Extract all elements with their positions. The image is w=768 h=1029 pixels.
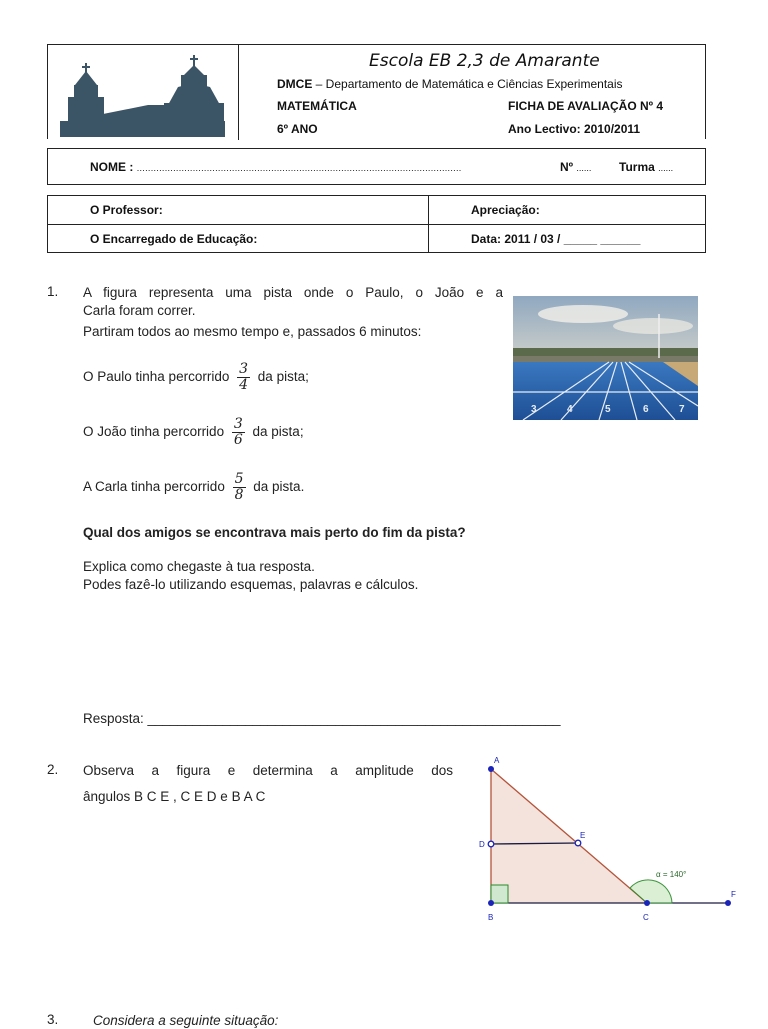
class-label: Turma: [619, 160, 655, 174]
right-angle-mark: [491, 885, 508, 903]
q3-number: 3.: [47, 1012, 59, 1027]
label-a: A: [494, 756, 500, 765]
signature-table: [47, 195, 706, 253]
name-label: NOME :: [90, 160, 134, 174]
joao-text: O João tinha percorrido: [83, 424, 225, 440]
sheet-title: FICHA DE AVALIAÇÃO Nº 4: [508, 99, 664, 113]
department-abbr: DMCE: [277, 77, 313, 91]
running-track-photo: [513, 296, 698, 420]
name-dots: ....................................................................................................................: [136, 163, 462, 173]
q3-text: Considera a seguinte situação:: [93, 1013, 279, 1028]
point-a: [488, 766, 494, 772]
number-label: Nº: [560, 160, 574, 174]
label-d: D: [479, 840, 485, 849]
label-f: F: [731, 890, 736, 899]
q2-number: 2.: [47, 762, 59, 777]
q1-intro-line1: A figura representa uma pista onde o Paulo, o João e a: [83, 285, 503, 300]
school-name: Escola EB 2,3 de Amarante: [369, 51, 600, 71]
track-lane-number: 5: [605, 404, 611, 415]
q1-explain1: Explica como chegaste à tua resposta.: [83, 559, 315, 574]
school-logo-cell: [48, 45, 239, 140]
department-name: – Departamento de Matemática e Ciências Experimentais: [312, 77, 623, 91]
carla-fraction: [233, 472, 246, 503]
school-year: Ano Lectivo: 2010/2011: [508, 122, 641, 136]
point-f: [725, 900, 731, 906]
number-dots: ......: [576, 163, 592, 173]
point-b: [488, 900, 494, 906]
label-e: E: [580, 831, 586, 840]
q1-answer-line[interactable]: Resposta: _______________________________________________________: [83, 711, 561, 726]
q1-joao-line: [83, 417, 304, 448]
appreciation-label: Apreciação:: [471, 203, 540, 217]
signature-row-guardian: [48, 225, 705, 253]
point-c: [644, 900, 650, 906]
grade: 6º ANO: [277, 122, 318, 136]
carla-suffix: da pista.: [253, 479, 305, 495]
carla-denominator: 8: [234, 487, 244, 503]
date-label: Data: 2011 / 03 / _____ ______: [471, 232, 641, 246]
track-lane-number: 3: [531, 404, 537, 415]
track-lane-number: 7: [679, 404, 685, 415]
q1-intro-line2: Carla foram correr.: [83, 303, 196, 318]
paulo-suffix: da pista;: [257, 369, 309, 385]
school-church-logo: [48, 45, 238, 140]
track-lane-number: 4: [567, 404, 573, 415]
carla-numerator: 5: [234, 471, 244, 487]
student-class-field[interactable]: [619, 160, 673, 174]
subject: MATEMÁTICA: [277, 99, 357, 113]
angle-alpha-label: α = 140°: [656, 870, 687, 879]
carla-text: A Carla tinha percorrido: [83, 479, 225, 495]
paulo-fraction: [237, 362, 250, 393]
department: [277, 77, 623, 91]
table-divider: [428, 196, 429, 252]
q2-text-line2: ângulos B C E , C E D e B A C: [83, 789, 266, 804]
q1-explain2: Podes fazê-lo utilizando esquemas, palavras e cálculos.: [83, 577, 419, 592]
q2-text-line1: Observa a figura e determina a amplitude dos: [83, 763, 453, 778]
header: [47, 44, 706, 139]
q1-question: Qual dos amigos se encontrava mais perto do fim da pista?: [83, 525, 466, 540]
q1-number: 1.: [47, 284, 59, 299]
q1-paulo-line: [83, 362, 309, 393]
label-c: C: [643, 913, 649, 922]
q1-carla-line: [83, 472, 304, 503]
student-name-field[interactable]: [90, 160, 462, 174]
paulo-denominator: 4: [239, 377, 249, 393]
joao-fraction: [232, 417, 245, 448]
student-info-box: [47, 148, 706, 185]
paulo-text: O Paulo tinha percorrido: [83, 369, 230, 385]
point-e: [575, 840, 581, 846]
point-d: [488, 841, 494, 847]
paulo-numerator: 3: [239, 361, 249, 377]
joao-numerator: 3: [233, 416, 243, 432]
student-number-field[interactable]: [560, 160, 591, 174]
track-lane-number: 6: [643, 404, 649, 415]
joao-suffix: da pista;: [252, 424, 304, 440]
label-b: B: [488, 913, 494, 922]
signature-row-teacher: [48, 196, 705, 225]
joao-denominator: 6: [233, 432, 243, 448]
teacher-label: O Professor:: [90, 203, 163, 217]
class-dots: ......: [658, 163, 674, 173]
q1-intro-line3: Partiram todos ao mesmo tempo e, passados 6 minutos:: [83, 324, 422, 339]
guardian-label: O Encarregado de Educação:: [90, 232, 258, 246]
triangle-figure: [470, 748, 745, 933]
